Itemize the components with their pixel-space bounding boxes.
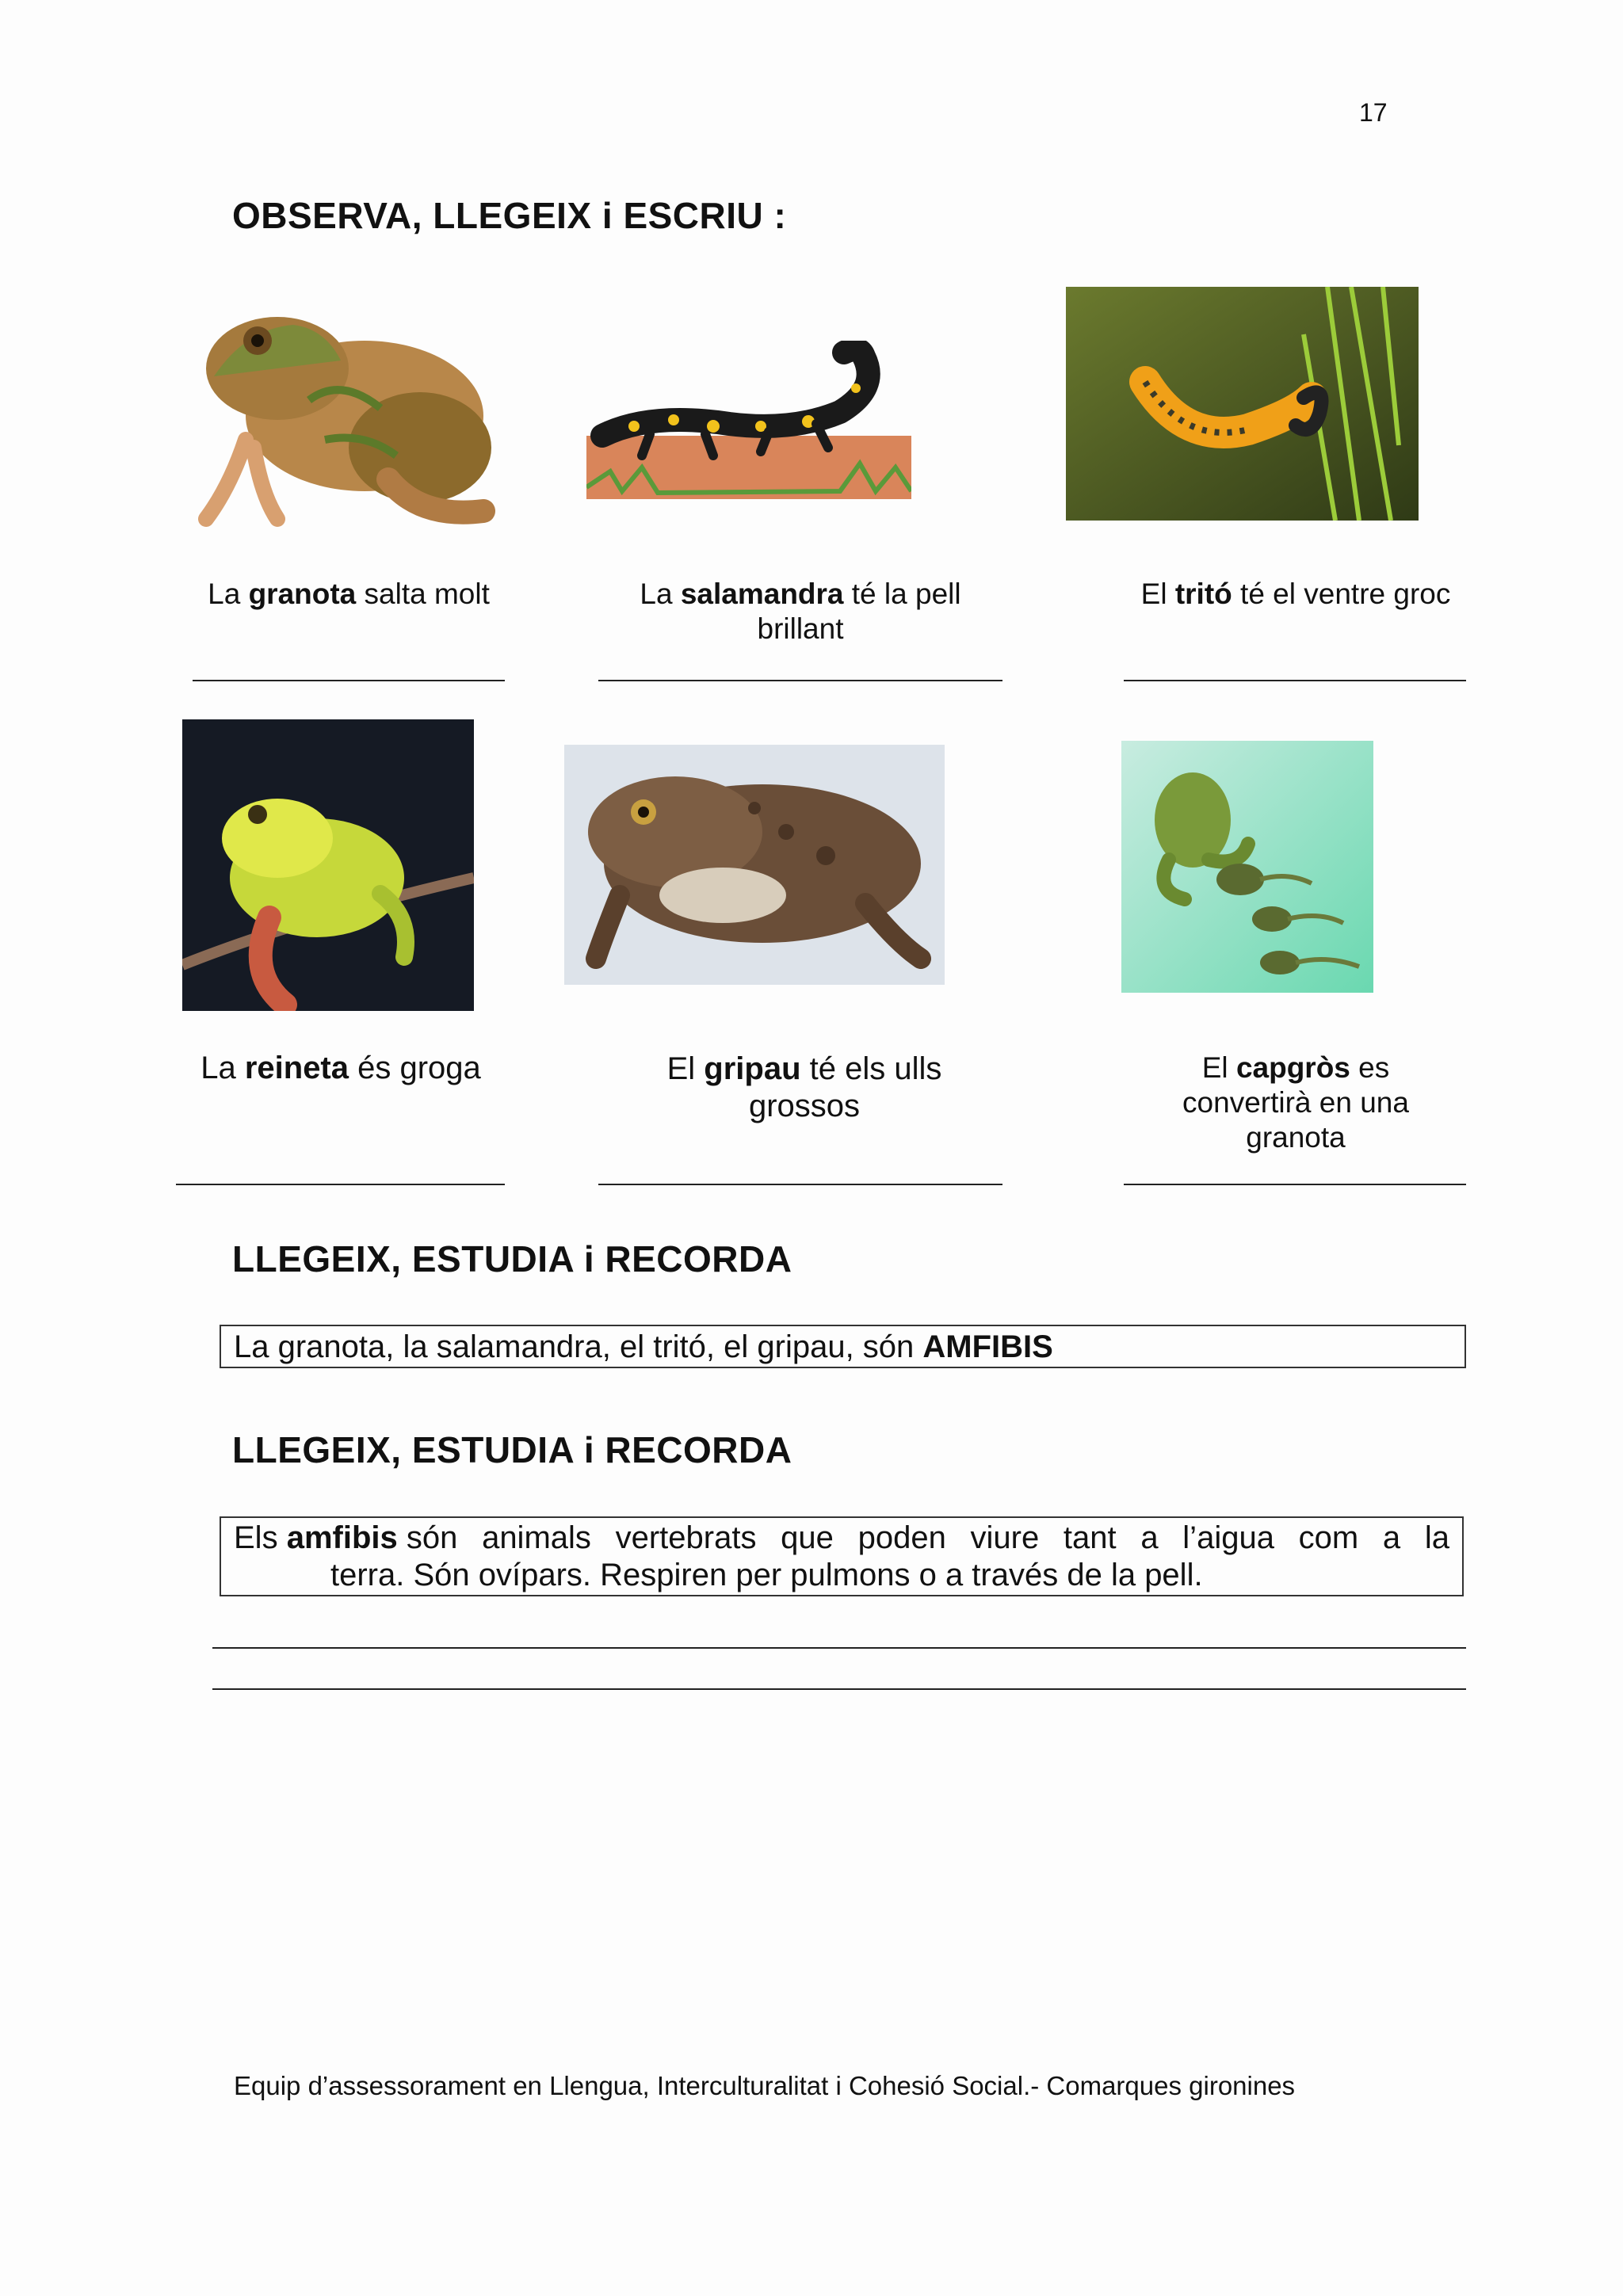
info-box-amfibis: La granota, la salamandra, el tritó, el gripau, són AMFIBIS <box>220 1325 1466 1368</box>
caption-trito: El tritó té el ventre groc <box>1140 578 1451 610</box>
caption-salamandra: La salamandra té la pell brillant <box>640 578 961 645</box>
definition-line-2: terra. Són ovípars. Respiren per pulmons o a través de la pell. <box>330 1558 1203 1592</box>
info-box-definicio <box>220 1516 1464 1596</box>
section-title-recorda-2: LLEGEIX, ESTUDIA i RECORDA <box>232 1429 792 1470</box>
caption-gripau: El gripau té els ulls grossos <box>666 1051 942 1123</box>
footer-credit: Equip d’assessorament en Llengua, Interculturalitat i Cohesió Social.- Comarques gironines <box>234 2071 1296 2100</box>
tree-frog-photo <box>182 719 474 1011</box>
writing-line-1[interactable] <box>212 1647 1466 1649</box>
definition-line-1: Els amfibis són animals vertebrats que poden viure tant a l’aigua com a la <box>234 1520 1449 1555</box>
page-number: 17 <box>1359 98 1388 127</box>
tadpole-frog-photo <box>1121 741 1373 993</box>
frog-illustration <box>182 281 503 535</box>
caption-capgros: El capgròs es convertirà en una granota <box>1182 1051 1409 1154</box>
answer-line-granota[interactable] <box>193 680 505 681</box>
answer-line-trito[interactable] <box>1124 680 1466 681</box>
answer-line-salamandra[interactable] <box>598 680 1002 681</box>
answer-line-reineta[interactable] <box>176 1184 505 1185</box>
answer-line-capgros[interactable] <box>1124 1184 1466 1185</box>
salamander-illustration <box>586 341 911 499</box>
caption-granota: La granota salta molt <box>208 578 490 610</box>
toad-photo <box>564 745 945 985</box>
newt-photo <box>1066 287 1419 521</box>
section-title-observa: OBSERVA, LLEGEIX i ESCRIU : <box>232 195 787 236</box>
writing-line-2[interactable] <box>212 1688 1466 1690</box>
section-title-recorda-1: LLEGEIX, ESTUDIA i RECORDA <box>232 1238 792 1280</box>
caption-reineta: La reineta és groga <box>200 1051 481 1085</box>
answer-line-gripau[interactable] <box>598 1184 1002 1185</box>
